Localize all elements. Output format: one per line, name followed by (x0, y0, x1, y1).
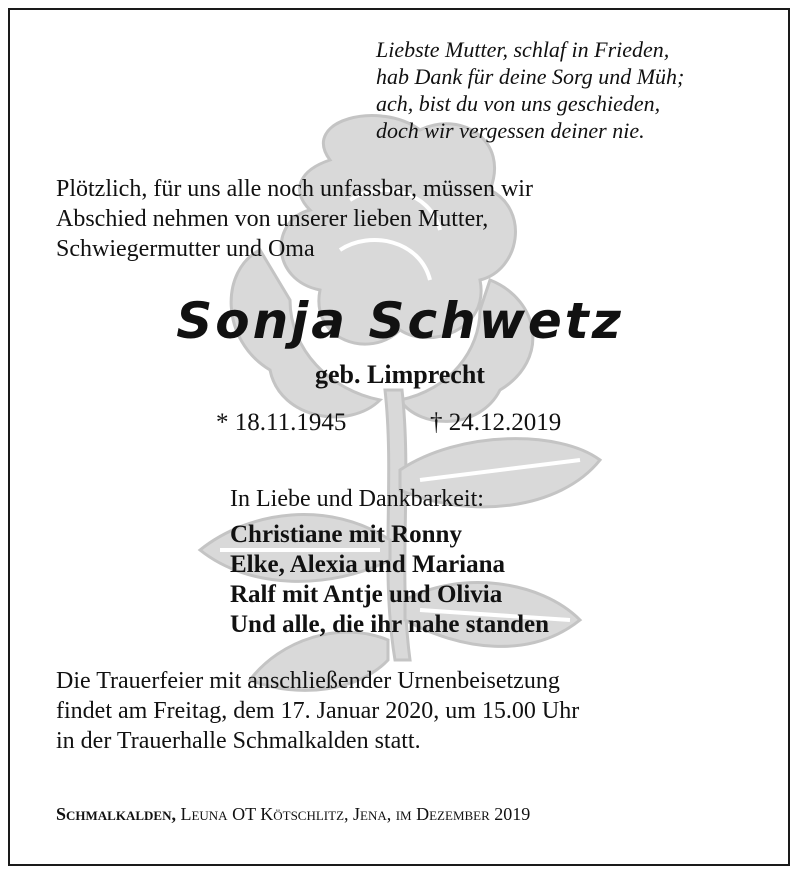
place-date-footer (56, 800, 530, 828)
intro-line: Schwiegermutter und Oma (56, 236, 315, 262)
service-details (56, 666, 579, 756)
birth-name: geb. Limprecht (315, 360, 485, 389)
poem-line: Liebste Mutter, schlaf in Frieden, (376, 37, 670, 62)
intro-text (56, 174, 533, 264)
footer-town: Schmalkalden, (56, 804, 176, 824)
service-line: findet am Freitag, dem 17. Januar 2020, um 15.00 Uhr (56, 698, 580, 724)
poem-line: ach, bist du von uns geschieden, (376, 91, 661, 116)
mourner-line: Ralf mit Antje und Olivia (230, 581, 503, 608)
mourners-intro: In Liebe und Dankbarkeit: (230, 486, 484, 512)
footer-rest: Leuna OT Kötschlitz, Jena, im Dezember 2019 (175, 804, 531, 824)
service-line: Die Trauerfeier mit anschließender Urnenbeisetzung (56, 668, 560, 694)
mourner-line: Und alle, die ihr nahe standen (230, 611, 550, 638)
mourner-line: Christiane mit Ronny (230, 521, 462, 548)
service-line: in der Trauerhalle Schmalkalden statt. (56, 728, 421, 754)
birth-date: * 18.11.1945 (216, 409, 347, 436)
deceased-name: Sonja Schwetz (176, 292, 624, 350)
mourner-line: Elke, Alexia und Mariana (230, 551, 506, 578)
death-date: † 24.12.2019 (430, 409, 562, 436)
poem-line: hab Dank für deine Sorg und Müh; (376, 64, 685, 89)
intro-line: Abschied nehmen von unserer lieben Mutter, (56, 206, 489, 232)
mourners-list (230, 520, 549, 640)
intro-line: Plötzlich, für uns alle noch unfassbar, müssen wir (56, 176, 533, 202)
poem-line: doch wir vergessen deiner nie. (376, 118, 645, 143)
poem (376, 36, 684, 144)
